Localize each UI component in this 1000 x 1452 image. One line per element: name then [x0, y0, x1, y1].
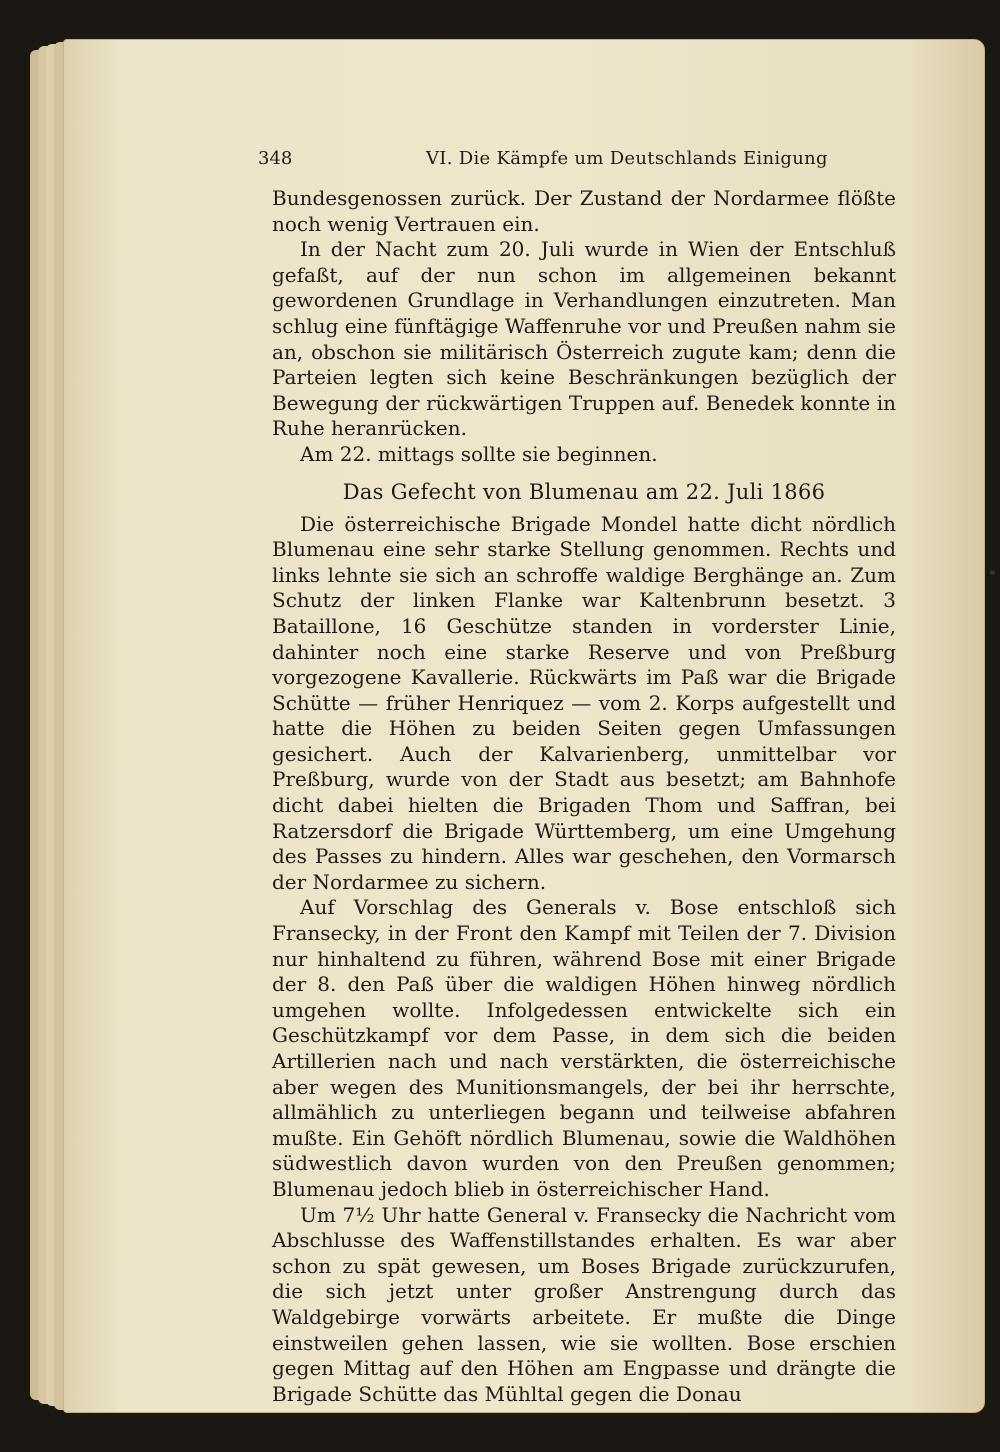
paragraph: Am 22. mittags sollte sie beginnen.: [300, 441, 658, 466]
paragraph: Die österreichische Brigade Mondel hatte dicht nördlich Blumenau eine sehr starke Stellung genommen. Rechts und links lehnte sie sich an schroffe waldige Berghänge an. Zum Schutz der linken Flanke war Kaltenbrunn besetzt. 3 Bataillone, 16 Geschütze standen in vorderster Linie, dahinter noch eine starke Reserve und von Preßburg vorgezogene Kavallerie. Rückwärts im Paß war die Brigade Schütte — früher Henriquez — vom 2. Korps aufgestellt und hatte die Höhen zu beiden Seiten gegen Umfassungen gesichert. Auch der Kalvarienberg, unmittelbar vor Preßburg, wurde von der Stadt aus besetzt; am Bahnhofe dicht dabei hielten die Brigaden Thom und Saffran, bei Ratzersdorf die Brigade Württemberg, um eine Umgehung des Passes zu hindern. Alles war geschehen, den Vormarsch der Nordarmee zu sichern.: [272, 511, 896, 894]
paragraph: Um 7½ Uhr hatte General v. Fransecky die Nachricht vom Abschlusse des Waffenstillstandes erhalten. Es war aber schon zu spät gewesen, um Boses Brigade zurückzurufen, die sich jetzt unter großer Anstrengung durch das Waldgebirge vorwärts arbeitete. Er mußte die Dinge einstweilen gehen lassen, wie sie wollten. Bose erschien gegen Mittag auf den Höhen am Engpasse und drängte die Brigade Schütte das Mühltal gegen die Donau: [272, 1202, 896, 1406]
section-title: Das Gefecht von Blumenau am 22. Juli 1866: [342, 479, 826, 504]
page-header: [258, 148, 898, 170]
paragraph: Auf Vorschlag des Generals v. Bose entschloß sich Fransecky, in der Front den Kampf mit Teilen der 7. Division nur hinhaltend zu führen, während Bose mit einer Brigade der 8. den Paß über die waldigen Höhen hinweg nördlich umgehen wollte. Infolgedessen entwickelte sich ein Geschützkampf vor dem Passe, in dem sich die beiden Artillerien nach und nach verstärkten, die österreichische aber wegen des Munitionsmangels, der bei ihr herrschte, allmählich zu unterliegen begann und teilweise abfahren mußte. Ein Gehöft nördlich Blumenau, sowie die Waldhöhen südwestlich davon wurden von den Preußen genommen; Blumenau jedoch blieb in österreichischer Hand.: [272, 895, 896, 1201]
page-number: 348: [258, 148, 293, 169]
margin-speck: [990, 570, 995, 575]
paragraph: Bundesgenossen zurück. Der Zustand der Nordarmee flößte noch wenig Vertrauen ein.: [272, 186, 896, 236]
running-title: VI. Die Kämpfe um Deutschlands Einigung: [426, 148, 828, 169]
body-text: [272, 186, 896, 1407]
paragraph: In der Nacht zum 20. Juli wurde in Wien der Entschluß gefaßt, auf der nun schon im allgemeinen bekannt gewordenen Grundlage in Verhandlungen einzutreten. Man schlug eine fünftägige Waffenruhe vor und Preußen nahm sie an, obschon sie militärisch Österreich zugute kam; denn die Parteien legten sich keine Beschränkungen bezüglich der Bewegung der rückwärtigen Truppen auf. Benedek konnte in Ruhe heranrücken.: [272, 237, 896, 441]
